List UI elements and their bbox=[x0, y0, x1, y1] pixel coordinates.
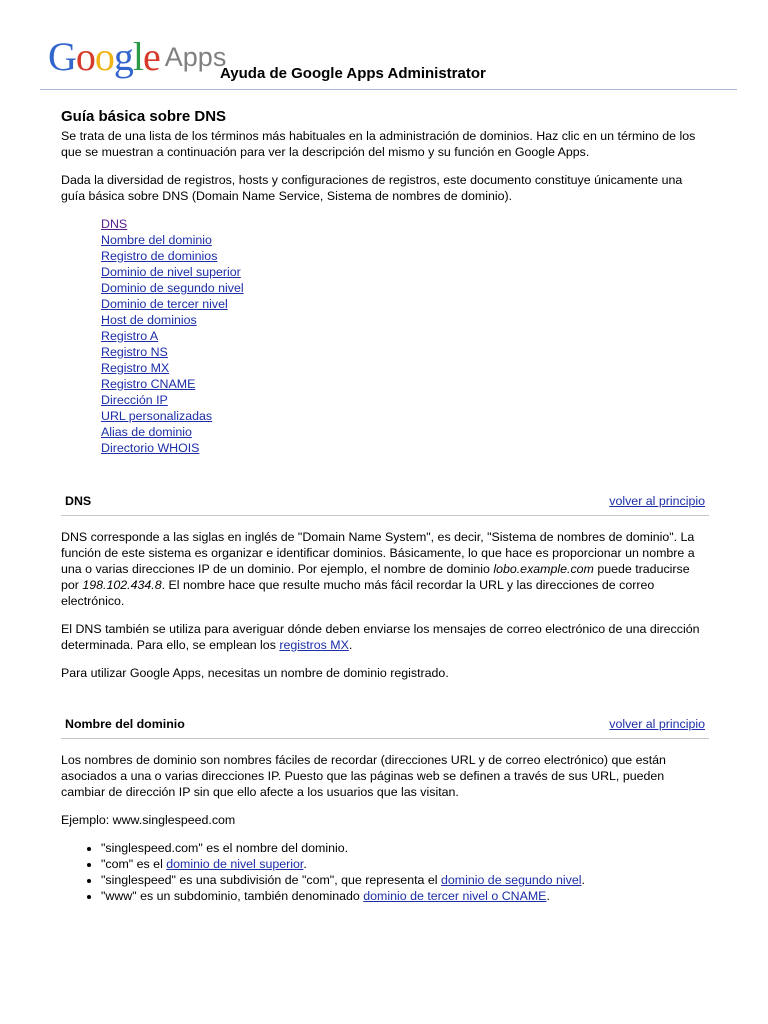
list-item: • "singlespeed" es una subdivisión de "com", que representa el dominio de segundo nivel. bbox=[101, 872, 709, 888]
registros-mx-link[interactable]: registros MX bbox=[279, 638, 349, 652]
toc-link-nombre-del-dominio[interactable]: Nombre del dominio bbox=[101, 233, 212, 247]
toc-link-host-de-dominios[interactable]: Host de dominios bbox=[101, 313, 197, 327]
dns-paragraph-3: Para utilizar Google Apps, necesitas un nombre de dominio registrado. bbox=[61, 666, 449, 680]
apps-logo-text: Apps bbox=[164, 42, 227, 72]
toc-link-registro-ns[interactable]: Registro NS bbox=[101, 345, 168, 359]
toc-item bbox=[101, 440, 709, 456]
dominio-tercer-nivel-link[interactable]: dominio de tercer nivel o CNAME bbox=[363, 889, 547, 903]
section-title-nombre-del-dominio: Nombre del dominio bbox=[65, 717, 185, 731]
toc-link-direccion-ip[interactable]: Dirección IP bbox=[101, 393, 168, 407]
dns-paragraph-2: El DNS también se utiliza para averiguar dónde deben enviarse los mensajes de correo electrónico de una dirección determinada. Para ello, se emplean los registros MX. bbox=[61, 622, 700, 652]
toc-item bbox=[101, 376, 709, 392]
domain-paragraph-1: Los nombres de dominio son nombres fáciles de recordar (direcciones URL y de correo electrónico) que están asociados a una o varias direcciones IP. Puesto que las páginas web se definen a través de sus URL, pueden cambiar de dirección IP sin que ello afecte a los usuarios que las visitan. bbox=[61, 753, 666, 799]
header-title: Ayuda de Google Apps Administrator bbox=[220, 65, 486, 82]
toc-link-dominio-segundo-nivel[interactable]: Dominio de segundo nivel bbox=[101, 281, 244, 295]
intro-paragraph-1: Se trata de una lista de los términos más habituales en la administración de dominios. Haz clic en un término de los que se muestran a continuación para ver la descripción del mismo y su función en Google Apps. bbox=[61, 129, 696, 159]
example-domain: lobo.example.com bbox=[493, 562, 594, 576]
back-to-top-link[interactable]: volver al principio bbox=[609, 717, 705, 731]
toc-item bbox=[101, 216, 709, 232]
page-title: Guía básica sobre DNS bbox=[61, 108, 227, 125]
toc-item bbox=[101, 344, 709, 360]
toc-link-directorio-whois[interactable]: Directorio WHOIS bbox=[101, 441, 200, 455]
toc-link-registro-cname[interactable]: Registro CNAME bbox=[101, 377, 196, 391]
list-item: • "www" es un subdominio, también denominado dominio de tercer nivel o CNAME. bbox=[101, 888, 709, 904]
list-item: • "singlespeed.com" es el nombre del dominio. bbox=[101, 840, 709, 856]
toc-link-dns[interactable]: DNS bbox=[101, 217, 128, 231]
toc-item bbox=[101, 392, 709, 408]
google-logo-text: Google bbox=[48, 34, 160, 79]
header-divider bbox=[40, 89, 737, 90]
section-header-dns bbox=[61, 493, 709, 516]
toc-item bbox=[101, 312, 709, 328]
example-ip: 198.102.434.8 bbox=[82, 578, 162, 592]
main-content bbox=[61, 104, 709, 904]
domain-example-list bbox=[61, 840, 709, 904]
google-apps-logo[interactable] bbox=[48, 34, 226, 80]
toc-link-registro-de-dominios[interactable]: Registro de dominios bbox=[101, 249, 218, 263]
dominio-segundo-nivel-link[interactable]: dominio de segundo nivel bbox=[440, 873, 582, 887]
section-header-nombre-del-dominio bbox=[61, 716, 709, 739]
toc-item bbox=[101, 232, 709, 248]
back-to-top-link[interactable]: volver al principio bbox=[609, 494, 705, 508]
list-item: • "com" es el dominio de nivel superior. bbox=[101, 856, 709, 872]
toc-item bbox=[101, 328, 709, 344]
toc-link-dominio-tercer-nivel[interactable]: Dominio de tercer nivel bbox=[101, 297, 228, 311]
toc-item bbox=[101, 248, 709, 264]
intro-paragraph-2: Dada la diversidad de registros, hosts y configuraciones de registros, este documento constituye únicamente una guía básica sobre DNS (Domain Name Service, Sistema de nombres de dominio). bbox=[61, 173, 683, 203]
toc-item bbox=[101, 264, 709, 280]
toc-link-alias-de-dominio[interactable]: Alias de dominio bbox=[101, 425, 192, 439]
dominio-nivel-superior-link[interactable]: dominio de nivel superior bbox=[166, 857, 304, 871]
section-title-dns: DNS bbox=[65, 494, 92, 508]
toc-item bbox=[101, 296, 709, 312]
toc-item bbox=[101, 360, 709, 376]
section-body-nombre-del-dominio bbox=[61, 752, 709, 904]
toc-item bbox=[101, 280, 709, 296]
section-body-dns bbox=[61, 529, 709, 681]
toc-item bbox=[101, 408, 709, 424]
toc-link-registro-a[interactable]: Registro A bbox=[101, 329, 159, 343]
toc-link-url-personalizadas[interactable]: URL personalizadas bbox=[101, 409, 213, 423]
toc-item bbox=[101, 424, 709, 440]
dns-paragraph-1: DNS corresponde a las siglas en inglés de "Domain Name System", es decir, "Sistema de nombres de dominio". La función de este sistema es organizar e identificar dominios. Básicamente, lo que hace es proporcionar un nombre a una o varias direcciones IP de un dominio. Por ejemplo, el nombre de dominio lobo.example.com puede traducirse por 198.102.434.8. El nombre hace que resulte mucho más fácil recordar la URL y las direcciones de correo electrónico. bbox=[61, 530, 695, 608]
toc-link-dominio-nivel-superior[interactable]: Dominio de nivel superior bbox=[101, 265, 241, 279]
table-of-contents bbox=[101, 216, 709, 456]
domain-example: Ejemplo: www.singlespeed.com bbox=[61, 813, 236, 827]
toc-link-registro-mx[interactable]: Registro MX bbox=[101, 361, 170, 375]
